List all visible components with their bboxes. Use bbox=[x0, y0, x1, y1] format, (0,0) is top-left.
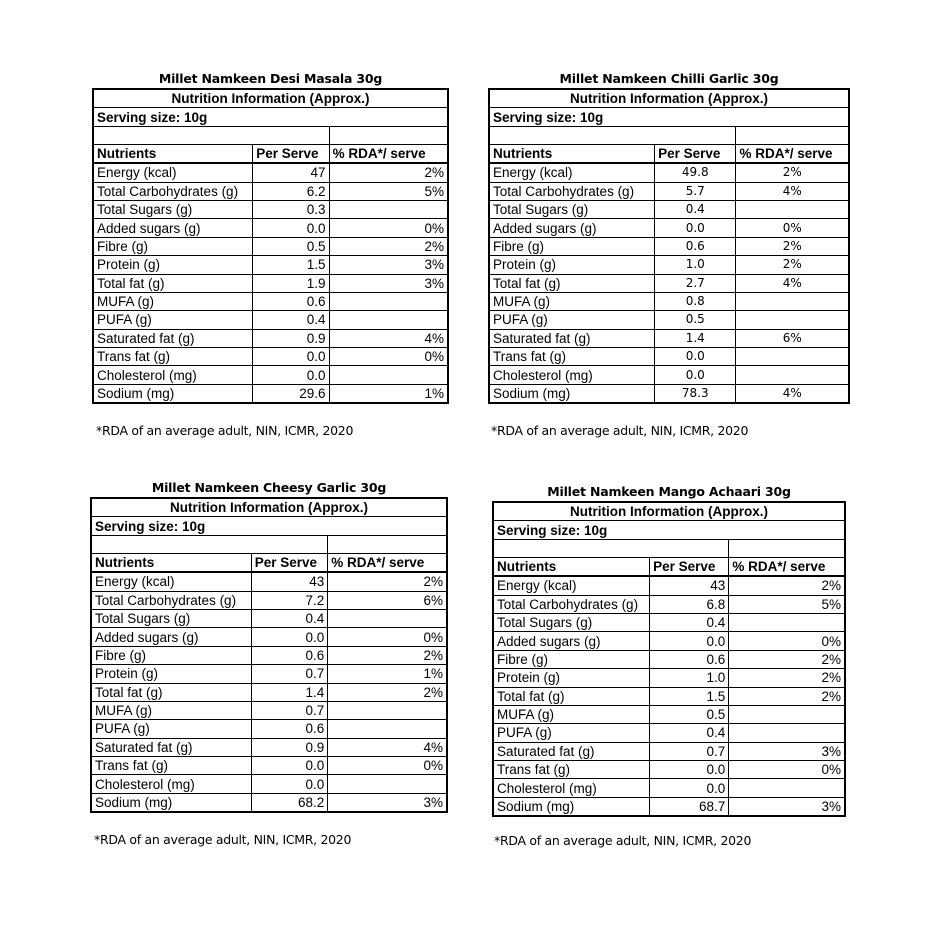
panel-desi-masala bbox=[92, 70, 449, 404]
rda-value bbox=[329, 200, 448, 218]
nutrient-name: Total Carbohydrates (g) bbox=[493, 595, 650, 613]
nutrient-name: Saturated fat (g) bbox=[493, 742, 650, 760]
nutrient-name: Added sugars (g) bbox=[91, 628, 251, 646]
per-serve-value: 0.0 bbox=[650, 632, 729, 650]
per-serve-value: 1.4 bbox=[655, 329, 736, 347]
per-serve-value: 0.7 bbox=[251, 701, 328, 719]
per-serve-value: 1.0 bbox=[655, 256, 736, 274]
col-per-serve: Per Serve bbox=[650, 557, 729, 576]
blank-cell bbox=[729, 539, 845, 557]
table-header: Nutrition Information (Approx.) bbox=[93, 89, 448, 108]
rda-value: 0% bbox=[328, 757, 447, 775]
per-serve-value: 0.7 bbox=[251, 665, 328, 683]
nutrient-name: Energy (kcal) bbox=[489, 163, 655, 182]
table-row bbox=[93, 348, 448, 366]
per-serve-value: 0.4 bbox=[253, 311, 329, 329]
nutrient-name: Total Sugars (g) bbox=[489, 200, 655, 218]
nutrient-name: Saturated fat (g) bbox=[93, 329, 253, 347]
rda-value: 2% bbox=[729, 576, 845, 595]
per-serve-value: 0.7 bbox=[650, 742, 729, 760]
per-serve-value: 6.2 bbox=[253, 182, 329, 200]
per-serve-value: 78.3 bbox=[655, 384, 736, 403]
panel-mango-achaari bbox=[492, 483, 846, 817]
nutrient-name: Protein (g) bbox=[91, 665, 251, 683]
rda-value bbox=[736, 366, 849, 384]
blank-row bbox=[493, 539, 845, 557]
nutrition-table bbox=[492, 501, 846, 817]
table-row bbox=[489, 366, 849, 384]
rda-value bbox=[736, 200, 849, 218]
rda-value: 6% bbox=[736, 329, 849, 347]
nutrient-name: Energy (kcal) bbox=[91, 572, 251, 591]
per-serve-value: 7.2 bbox=[251, 591, 328, 609]
column-header-row bbox=[493, 557, 845, 576]
per-serve-value: 0.3 bbox=[253, 200, 329, 218]
table-row bbox=[93, 329, 448, 347]
table-row bbox=[93, 274, 448, 292]
nutrient-name: Fibre (g) bbox=[91, 646, 251, 664]
table-row bbox=[91, 775, 447, 793]
rda-value bbox=[328, 609, 447, 627]
table-row bbox=[493, 797, 845, 816]
table-row bbox=[489, 348, 849, 366]
col-nutrients: Nutrients bbox=[493, 557, 650, 576]
nutrient-name: Protein (g) bbox=[489, 256, 655, 274]
table-row bbox=[91, 757, 447, 775]
rda-value: 3% bbox=[729, 797, 845, 816]
serving-size: Serving size: 10g bbox=[91, 517, 447, 535]
blank-row bbox=[93, 126, 448, 144]
nutrient-name: Total Carbohydrates (g) bbox=[93, 182, 253, 200]
blank-cell bbox=[736, 126, 849, 144]
table-row bbox=[493, 705, 845, 723]
nutrient-name: MUFA (g) bbox=[493, 705, 650, 723]
table-header: Nutrition Information (Approx.) bbox=[493, 502, 845, 521]
table-row bbox=[493, 632, 845, 650]
header-row bbox=[93, 89, 448, 108]
serving-size: Serving size: 10g bbox=[489, 108, 849, 126]
rda-value bbox=[329, 292, 448, 310]
per-serve-value: 0.4 bbox=[251, 609, 328, 627]
nutrient-name: Sodium (mg) bbox=[493, 797, 650, 816]
nutrient-name: MUFA (g) bbox=[91, 701, 251, 719]
header-row bbox=[493, 502, 845, 521]
blank-row bbox=[91, 535, 447, 553]
nutrient-name: PUFA (g) bbox=[93, 311, 253, 329]
table-row bbox=[493, 576, 845, 595]
nutrient-name: Trans fat (g) bbox=[91, 757, 251, 775]
rda-value: 0% bbox=[736, 219, 849, 237]
per-serve-value: 1.9 bbox=[253, 274, 329, 292]
per-serve-value: 29.6 bbox=[253, 384, 329, 403]
footnote: *RDA of an average adult, NIN, ICMR, 2020 bbox=[494, 833, 752, 848]
rda-value: 2% bbox=[729, 687, 845, 705]
blank-row bbox=[489, 126, 849, 144]
per-serve-value: 0.8 bbox=[655, 292, 736, 310]
rda-value bbox=[736, 348, 849, 366]
rda-value: 4% bbox=[736, 384, 849, 403]
per-serve-value: 0.4 bbox=[655, 200, 736, 218]
serving-row bbox=[489, 108, 849, 126]
rda-value bbox=[329, 366, 448, 384]
rda-value: 5% bbox=[729, 595, 845, 613]
per-serve-value: 0.0 bbox=[650, 761, 729, 779]
nutrient-name: Total Carbohydrates (g) bbox=[489, 182, 655, 200]
per-serve-value: 0.6 bbox=[251, 646, 328, 664]
table-row bbox=[489, 384, 849, 403]
header-row bbox=[91, 498, 447, 517]
nutrient-name: Added sugars (g) bbox=[493, 632, 650, 650]
per-serve-value: 0.9 bbox=[251, 738, 328, 756]
nutrition-table bbox=[92, 88, 449, 404]
rda-value: 3% bbox=[729, 742, 845, 760]
rda-value bbox=[328, 701, 447, 719]
panel-title: Millet Namkeen Mango Achaari 30g bbox=[547, 484, 791, 499]
table-row bbox=[91, 609, 447, 627]
per-serve-value: 2.7 bbox=[655, 274, 736, 292]
rda-value: 2% bbox=[729, 669, 845, 687]
per-serve-value: 43 bbox=[650, 576, 729, 595]
rda-value: 2% bbox=[329, 237, 448, 255]
serving-row bbox=[493, 521, 845, 539]
table-row bbox=[493, 595, 845, 613]
rda-value: 3% bbox=[329, 256, 448, 274]
blank-cell bbox=[91, 535, 328, 553]
table-row bbox=[489, 256, 849, 274]
table-row bbox=[91, 665, 447, 683]
rda-value bbox=[736, 292, 849, 310]
rda-value: 2% bbox=[328, 646, 447, 664]
table-row bbox=[91, 701, 447, 719]
per-serve-value: 0.6 bbox=[253, 292, 329, 310]
per-serve-value: 0.5 bbox=[650, 705, 729, 723]
table-header: Nutrition Information (Approx.) bbox=[489, 89, 849, 108]
per-serve-value: 0.6 bbox=[655, 237, 736, 255]
per-serve-value: 5.7 bbox=[655, 182, 736, 200]
nutrient-name: MUFA (g) bbox=[489, 292, 655, 310]
table-row bbox=[493, 779, 845, 797]
table-row bbox=[93, 366, 448, 384]
table-row bbox=[93, 256, 448, 274]
rda-value bbox=[328, 775, 447, 793]
nutrient-name: Cholesterol (mg) bbox=[91, 775, 251, 793]
per-serve-value: 0.0 bbox=[655, 348, 736, 366]
nutrient-name: Sodium (mg) bbox=[93, 384, 253, 403]
rda-value: 2% bbox=[328, 572, 447, 591]
nutrient-name: Total fat (g) bbox=[493, 687, 650, 705]
blank-cell bbox=[93, 126, 329, 144]
per-serve-value: 1.0 bbox=[650, 669, 729, 687]
rda-value: 6% bbox=[328, 591, 447, 609]
rda-value: 0% bbox=[329, 348, 448, 366]
col-per-serve: Per Serve bbox=[655, 144, 736, 163]
table-row bbox=[91, 646, 447, 664]
table-row bbox=[91, 720, 447, 738]
per-serve-value: 0.0 bbox=[253, 366, 329, 384]
rda-value bbox=[729, 613, 845, 631]
table-row bbox=[91, 591, 447, 609]
table-header: Nutrition Information (Approx.) bbox=[91, 498, 447, 517]
table-row bbox=[91, 738, 447, 756]
nutrient-name: Sodium (mg) bbox=[489, 384, 655, 403]
per-serve-value: 0.0 bbox=[655, 366, 736, 384]
col-nutrients: Nutrients bbox=[489, 144, 655, 163]
rda-value: 2% bbox=[736, 256, 849, 274]
rda-value: 5% bbox=[329, 182, 448, 200]
table-row bbox=[91, 793, 447, 812]
table-row bbox=[91, 572, 447, 591]
nutrient-name: Fibre (g) bbox=[493, 650, 650, 668]
col-per-serve: Per Serve bbox=[251, 553, 328, 572]
per-serve-value: 0.0 bbox=[251, 775, 328, 793]
nutrient-name: Total Sugars (g) bbox=[93, 200, 253, 218]
table-row bbox=[93, 200, 448, 218]
rda-value: 0% bbox=[729, 761, 845, 779]
blank-cell bbox=[489, 126, 736, 144]
table-row bbox=[489, 311, 849, 329]
footnote: *RDA of an average adult, NIN, ICMR, 2020 bbox=[491, 423, 749, 438]
table-row bbox=[489, 292, 849, 310]
nutrient-name: Total fat (g) bbox=[91, 683, 251, 701]
table-row bbox=[489, 237, 849, 255]
per-serve-value: 0.0 bbox=[253, 219, 329, 237]
per-serve-value: 0.9 bbox=[253, 329, 329, 347]
rda-value: 2% bbox=[736, 163, 849, 182]
col-per-serve: Per Serve bbox=[253, 144, 329, 163]
nutrient-name: Total Sugars (g) bbox=[91, 609, 251, 627]
per-serve-value: 0.0 bbox=[655, 219, 736, 237]
table-row bbox=[489, 163, 849, 182]
serving-row bbox=[91, 517, 447, 535]
table-row bbox=[493, 650, 845, 668]
col-rda: % RDA*/ serve bbox=[328, 553, 447, 572]
per-serve-value: 68.2 bbox=[251, 793, 328, 812]
rda-value bbox=[329, 311, 448, 329]
rda-value bbox=[729, 779, 845, 797]
table-row bbox=[91, 683, 447, 701]
per-serve-value: 0.5 bbox=[655, 311, 736, 329]
table-row bbox=[493, 669, 845, 687]
per-serve-value: 0.4 bbox=[650, 613, 729, 631]
per-serve-value: 0.6 bbox=[650, 650, 729, 668]
table-row bbox=[489, 274, 849, 292]
per-serve-value: 0.0 bbox=[253, 348, 329, 366]
per-serve-value: 1.5 bbox=[253, 256, 329, 274]
col-nutrients: Nutrients bbox=[91, 553, 251, 572]
blank-cell bbox=[329, 126, 448, 144]
rda-value: 2% bbox=[329, 163, 448, 182]
table-row bbox=[93, 219, 448, 237]
table-row bbox=[93, 163, 448, 182]
rda-value: 2% bbox=[328, 683, 447, 701]
col-rda: % RDA*/ serve bbox=[729, 557, 845, 576]
table-row bbox=[93, 384, 448, 403]
per-serve-value: 6.8 bbox=[650, 595, 729, 613]
table-row bbox=[93, 182, 448, 200]
nutrient-name: MUFA (g) bbox=[93, 292, 253, 310]
table-row bbox=[493, 613, 845, 631]
nutrient-name: Total fat (g) bbox=[489, 274, 655, 292]
nutrient-name: Total fat (g) bbox=[93, 274, 253, 292]
rda-value: 4% bbox=[328, 738, 447, 756]
table-row bbox=[493, 761, 845, 779]
per-serve-value: 0.0 bbox=[251, 628, 328, 646]
col-rda: % RDA*/ serve bbox=[329, 144, 448, 163]
nutrition-table bbox=[90, 497, 448, 813]
table-row bbox=[489, 200, 849, 218]
rda-value: 4% bbox=[329, 329, 448, 347]
rda-value: 3% bbox=[328, 793, 447, 812]
table-row bbox=[91, 628, 447, 646]
rda-value: 0% bbox=[329, 219, 448, 237]
per-serve-value: 0.5 bbox=[253, 237, 329, 255]
table-row bbox=[493, 742, 845, 760]
nutrient-name: PUFA (g) bbox=[493, 724, 650, 742]
serving-row bbox=[93, 108, 448, 126]
nutrition-table bbox=[488, 88, 850, 404]
blank-cell bbox=[328, 535, 447, 553]
per-serve-value: 47 bbox=[253, 163, 329, 182]
nutrient-name: Cholesterol (mg) bbox=[489, 366, 655, 384]
nutrient-name: Total Carbohydrates (g) bbox=[91, 591, 251, 609]
nutrient-name: PUFA (g) bbox=[91, 720, 251, 738]
panel-title: Millet Namkeen Chilli Garlic 30g bbox=[559, 71, 779, 86]
per-serve-value: 0.4 bbox=[650, 724, 729, 742]
per-serve-value: 0.0 bbox=[251, 757, 328, 775]
nutrient-name: Trans fat (g) bbox=[493, 761, 650, 779]
nutrient-name: Added sugars (g) bbox=[93, 219, 253, 237]
table-row bbox=[493, 724, 845, 742]
column-header-row bbox=[489, 144, 849, 163]
nutrient-name: Energy (kcal) bbox=[93, 163, 253, 182]
per-serve-value: 1.4 bbox=[251, 683, 328, 701]
table-row bbox=[93, 237, 448, 255]
table-row bbox=[489, 182, 849, 200]
blank-cell bbox=[493, 539, 729, 557]
rda-value: 2% bbox=[736, 237, 849, 255]
nutrient-name: Total Sugars (g) bbox=[493, 613, 650, 631]
rda-value bbox=[736, 311, 849, 329]
panel-title: Millet Namkeen Cheesy Garlic 30g bbox=[151, 480, 387, 495]
rda-value: 2% bbox=[729, 650, 845, 668]
nutrient-name: Sodium (mg) bbox=[91, 793, 251, 812]
header-row bbox=[489, 89, 849, 108]
table-row bbox=[93, 311, 448, 329]
column-header-row bbox=[93, 144, 448, 163]
table-row bbox=[93, 292, 448, 310]
panel-chilli-garlic bbox=[488, 70, 850, 404]
rda-value: 0% bbox=[328, 628, 447, 646]
nutrient-name: Fibre (g) bbox=[489, 237, 655, 255]
panel-cheesy-garlic bbox=[90, 479, 448, 813]
per-serve-value: 68.7 bbox=[650, 797, 729, 816]
nutrient-name: Fibre (g) bbox=[93, 237, 253, 255]
nutrient-name: Protein (g) bbox=[493, 669, 650, 687]
rda-value: 1% bbox=[328, 665, 447, 683]
footnote: *RDA of an average adult, NIN, ICMR, 2020 bbox=[94, 832, 352, 847]
serving-size: Serving size: 10g bbox=[93, 108, 448, 126]
table-row bbox=[489, 329, 849, 347]
column-header-row bbox=[91, 553, 447, 572]
nutrient-name: Trans fat (g) bbox=[93, 348, 253, 366]
nutrient-name: Saturated fat (g) bbox=[489, 329, 655, 347]
rda-value bbox=[328, 720, 447, 738]
rda-value: 4% bbox=[736, 274, 849, 292]
per-serve-value: 1.5 bbox=[650, 687, 729, 705]
rda-value: 4% bbox=[736, 182, 849, 200]
per-serve-value: 0.6 bbox=[251, 720, 328, 738]
nutrient-name: Energy (kcal) bbox=[493, 576, 650, 595]
nutrient-name: Protein (g) bbox=[93, 256, 253, 274]
per-serve-value: 49.8 bbox=[655, 163, 736, 182]
rda-value bbox=[729, 705, 845, 723]
nutrient-name: Added sugars (g) bbox=[489, 219, 655, 237]
nutrient-name: Trans fat (g) bbox=[489, 348, 655, 366]
panel-title: Millet Namkeen Desi Masala 30g bbox=[158, 71, 383, 86]
serving-size: Serving size: 10g bbox=[493, 521, 845, 539]
table-row bbox=[489, 219, 849, 237]
nutrient-name: PUFA (g) bbox=[489, 311, 655, 329]
per-serve-value: 0.0 bbox=[650, 779, 729, 797]
nutrient-name: Cholesterol (mg) bbox=[493, 779, 650, 797]
table-row bbox=[493, 687, 845, 705]
col-rda: % RDA*/ serve bbox=[736, 144, 849, 163]
nutrient-name: Saturated fat (g) bbox=[91, 738, 251, 756]
nutrient-name: Cholesterol (mg) bbox=[93, 366, 253, 384]
rda-value: 3% bbox=[329, 274, 448, 292]
col-nutrients: Nutrients bbox=[93, 144, 253, 163]
rda-value: 1% bbox=[329, 384, 448, 403]
footnote: *RDA of an average adult, NIN, ICMR, 2020 bbox=[96, 423, 354, 438]
rda-value bbox=[729, 724, 845, 742]
rda-value: 0% bbox=[729, 632, 845, 650]
per-serve-value: 43 bbox=[251, 572, 328, 591]
